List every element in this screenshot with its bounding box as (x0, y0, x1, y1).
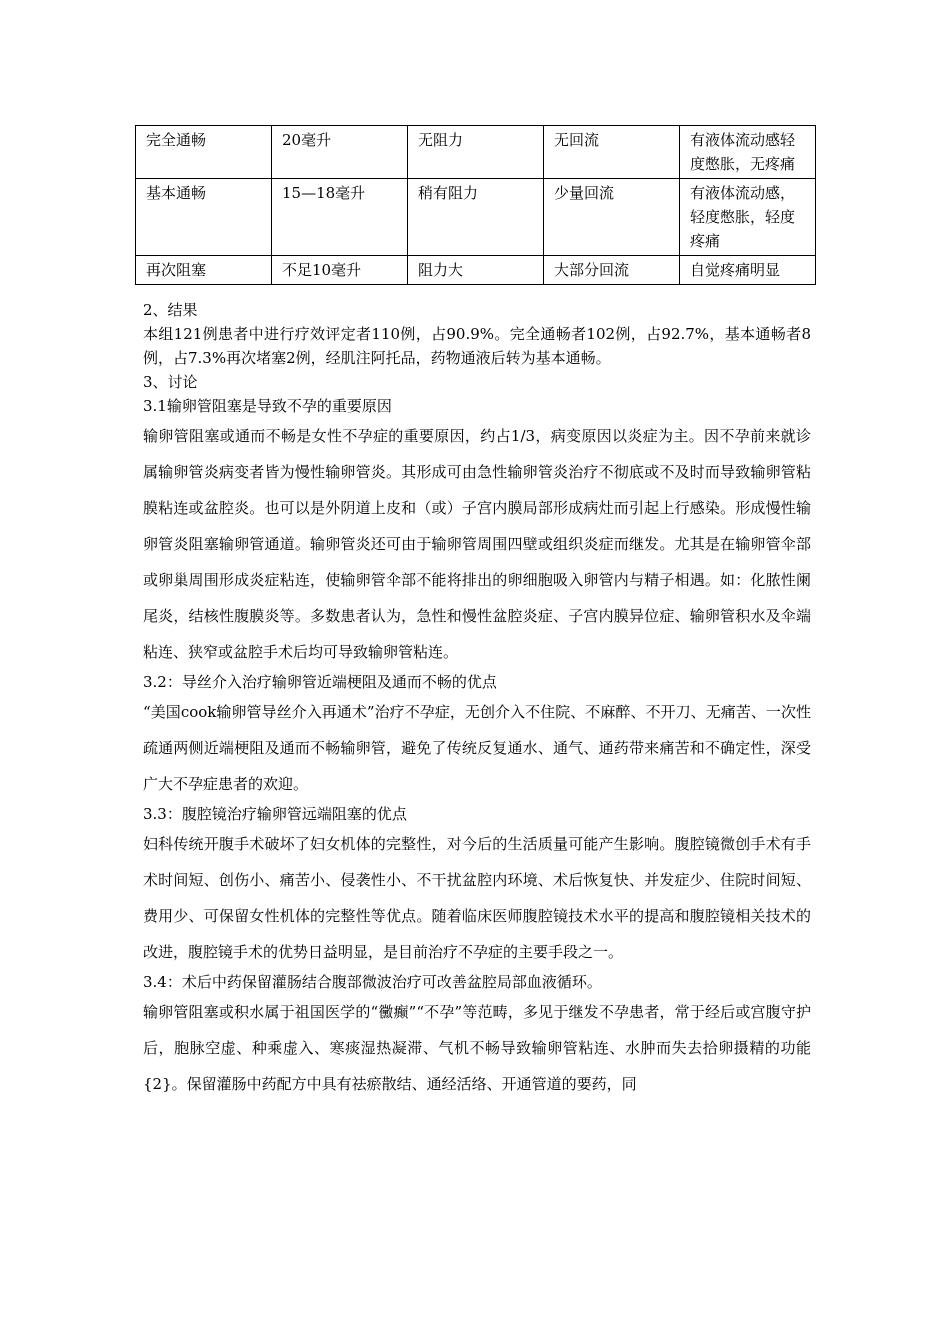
section-3-4-heading: 3.4：术后中药保留灌肠结合腹部微波治疗可改善盆腔局部血液循环。 (143, 973, 602, 991)
section-3-2-heading: 3.2：导丝介入治疗输卵管近端梗阻及通而不畅的优点 (143, 673, 497, 691)
table-cell: 有液体流动感，轻度憋胀，轻度疼痛 (680, 179, 816, 256)
table-cell: 阻力大 (408, 256, 544, 285)
body-text (143, 298, 811, 1102)
table-cell: 不足10毫升 (272, 256, 408, 285)
table-cell: 稍有阻力 (408, 179, 544, 256)
results-heading: 2、结果 (143, 301, 198, 319)
table-row (136, 179, 816, 256)
section-3-3-paragraph: 妇科传统开腹手术破坏了妇女机体的完整性，对今后的生活质量可能产生影响。腹腔镜微创手术有手术时间短、创伤小、痛苦小、侵袭性小、不干扰盆腔内环境、术后恢复快、并发症少、住院时间短、费用少、可保留女性机体的完整性等优点。随着临床医师腹腔镜技术水平的提高和腹腔镜相关技术的改进，腹腔镜手术的优势日益明显，是目前治疗不孕症的主要手段之一。 (143, 835, 811, 961)
section-3-3-heading: 3.3：腹腔镜治疗输卵管远端阻塞的优点 (143, 805, 407, 823)
table-cell: 20毫升 (272, 126, 408, 179)
patency-grade-table (135, 125, 816, 285)
discussion-heading: 3、讨论 (143, 373, 198, 391)
section-3-2-paragraph: “美国cook输卵管导丝介入再通术”治疗不孕症，无创介入不住院、不麻醉、不开刀、无痛苦、一次性疏通两侧近端梗阻及通而不畅输卵管，避免了传统反复通水、通气、通药带来痛苦和不确定性，深受广大不孕症患者的欢迎。 (143, 703, 811, 793)
table-cell: 少量回流 (544, 179, 680, 256)
table-cell: 再次阻塞 (136, 256, 272, 285)
table-cell: 有液体流动感轻度憋胀，无疼痛 (680, 126, 816, 179)
section-3-1-paragraph: 输卵管阻塞或通而不畅是女性不孕症的重要原因，约占1/3，病变原因以炎症为主。因不孕前来就诊属输卵管炎病变者皆为慢性输卵管炎。其形成可由急性输卵管炎治疗不彻底或不及时而导致输卵管粘膜粘连或盆腔炎。也可以是外阴道上皮和（或）子宫内膜局部形成病灶而引起上行感染。形成慢性输卵管炎阻塞输卵管通道。输卵管炎还可由于输卵管周围四壁或组织炎症而继发。尤其是在输卵管伞部或卵巢周围形成炎症粘连，使输卵管伞部不能将排出的卵细胞吸入卵管内与精子相遇。如：化脓性阑尾炎，结核性腹膜炎等。多数患者认为，急性和慢性盆腔炎症、子宫内膜异位症、输卵管积水及伞端粘连、狭窄或盆腔手术后均可导致输卵管粘连。 (143, 427, 811, 661)
section-3-4-paragraph: 输卵管阻塞或积水属于祖国医学的“黴癫”“不孕”等范畴，多见于继发不孕患者，常于经后或宫腹守护后，胞脉空虚、种乘虚入、寒痰湿热凝滞、气机不畅导致输卵管粘连、水肿而失去拾卵摄精的功能{2}。保留灌肠中药配方中具有祛瘀散结、通经活络、开通管道的要药，同 (143, 1003, 811, 1093)
table-row (136, 256, 816, 285)
table-cell: 基本通畅 (136, 179, 272, 256)
table-row (136, 126, 816, 179)
table-cell: 无阻力 (408, 126, 544, 179)
table-cell: 完全通畅 (136, 126, 272, 179)
section-3-1-heading: 3.1输卵管阻塞是导致不孕的重要原因 (143, 397, 392, 415)
table-cell: 自觉疼痛明显 (680, 256, 816, 285)
table-cell: 无回流 (544, 126, 680, 179)
table-cell: 大部分回流 (544, 256, 680, 285)
table-cell: 15—18毫升 (272, 179, 408, 256)
results-paragraph: 本组121例患者中进行疗效评定者110例，占90.9%。完全通畅者102例，占92.7%，基本通畅者8例，占7.3%再次堵塞2例，经肌注阿托品，药物通液后转为基本通畅。 (143, 325, 811, 367)
